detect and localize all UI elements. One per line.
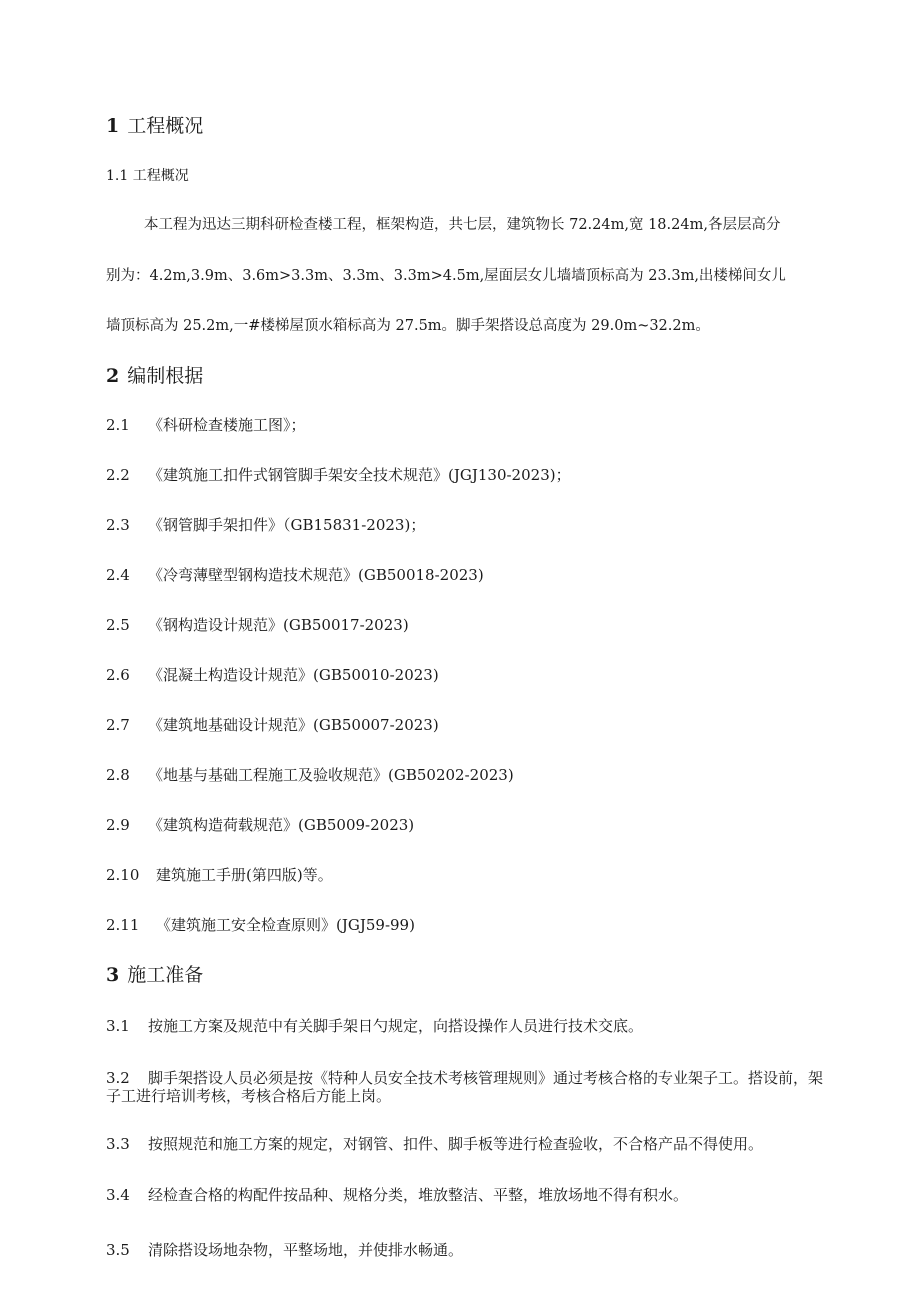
- item-number: 2.10: [106, 866, 140, 884]
- section-3-heading: [106, 963, 826, 987]
- item-number: 3.4: [106, 1186, 130, 1204]
- item-text: 《混凝土构造设计规范》(GB50010-2023): [148, 666, 439, 684]
- item-number: 2.5: [106, 616, 130, 634]
- basis-item: [106, 915, 826, 935]
- section-title: 编制根据: [127, 365, 204, 387]
- basis-item: [106, 515, 826, 535]
- subsection-1-1-heading: [106, 166, 826, 186]
- preparation-item: [106, 1185, 826, 1205]
- preparation-item: [106, 1016, 826, 1036]
- item-number: 2.9: [106, 816, 130, 834]
- item-number: 3.1: [106, 1017, 130, 1035]
- item-number: 2.2: [106, 466, 130, 484]
- preparation-item: [106, 1134, 826, 1154]
- item-text: 《科研检查楼施工图》；: [148, 416, 306, 434]
- item-number: 2.6: [106, 666, 130, 684]
- item-text: 《地基与基础工程施工及验收规范》(GB50202-2023): [148, 766, 514, 784]
- item-number: 2.8: [106, 766, 130, 784]
- basis-item: [106, 815, 826, 835]
- basis-item: [106, 715, 826, 735]
- item-text: 建筑施工手册(第四版)等。: [156, 866, 333, 884]
- subsection-title: 工程概况: [132, 168, 189, 184]
- item-text: 《冷弯薄壁型钢构造技术规范》(GB50018-2023): [148, 566, 484, 584]
- item-number: 3.3: [106, 1135, 130, 1153]
- item-text: 《建筑地基础设计规范》(GB50007-2023): [148, 716, 439, 734]
- section-title: 施工准备: [127, 964, 204, 986]
- preparation-item: [106, 1240, 826, 1260]
- overview-paragraph-line-3: 墙顶标高为 25.2m,一#楼梯屋顶水箱标高为 27.5m。脚手架搭设总高度为 29.0m~32.2m。: [106, 318, 710, 334]
- item-number: 3.5: [106, 1241, 130, 1259]
- item-number: 2.4: [106, 566, 130, 584]
- basis-item: [106, 865, 826, 885]
- section-2-heading: [106, 364, 826, 388]
- item-number: 2.1: [106, 416, 130, 434]
- section-title: 工程概况: [127, 115, 204, 137]
- overview-paragraph-line-2: 别为：4.2m,3.9m、3.6m>3.3m、3.3m、3.3m>4.5m,屋面层女儿墙墙顶标高为 23.3m,出楼梯间女儿: [106, 268, 786, 284]
- subsection-number: 1.1: [106, 168, 129, 184]
- item-text: 《建筑施工安全检查原则》(JGJ59-99): [156, 916, 415, 934]
- section-1-heading: [106, 114, 826, 138]
- item-text: 按施工方案及规范中有关脚手架日勺规定，向搭设操作人员进行技术交底。: [148, 1017, 644, 1035]
- overview-paragraph-line-1: 本工程为迅达三期科研检查楼工程，框架构造，共七层，建筑物长 72.24m,宽 18.24m,各层层高分: [144, 217, 781, 233]
- basis-item: [106, 415, 826, 435]
- section-number: 3: [106, 964, 120, 986]
- item-text: 《钢管脚手架扣件》（GB15831-2023)；: [148, 516, 426, 534]
- item-number: 3.2: [106, 1069, 130, 1087]
- basis-item: [106, 565, 826, 585]
- item-text: 清除搭设场地杂物，平整场地，并使排水畅通。: [148, 1241, 464, 1259]
- item-number: 2.3: [106, 516, 130, 534]
- item-text: 《钢构造设计规范》(GB50017-2023): [148, 616, 409, 634]
- item-number: 2.11: [106, 916, 140, 934]
- section-number: 1: [106, 115, 120, 137]
- item-text: 《建筑施工扣件式钢管脚手架安全技术规范》(JGJ130-2023)；: [148, 466, 571, 484]
- item-text: 按照规范和施工方案的规定，对钢管、扣件、脚手板等进行检查验收，不合格产品不得使用。: [148, 1135, 764, 1153]
- preparation-item: [106, 1069, 831, 1105]
- item-text: 《建筑构造荷载规范》(GB5009-2023): [148, 816, 415, 834]
- section-number: 2: [106, 365, 120, 387]
- item-text: 经检查合格的构配件按品种、规格分类，堆放整洁、平整，堆放场地不得有积水。: [148, 1186, 689, 1204]
- basis-item: [106, 615, 826, 635]
- item-number: 2.7: [106, 716, 130, 734]
- basis-item: [106, 765, 826, 785]
- item-text: 脚手架搭设人员必须是按《特种人员安全技术考核管理规则》通过考核合格的专业架子工。搭设前，架子工进行培训考核，考核合格后方能上岗。: [106, 1069, 824, 1105]
- basis-item: [106, 465, 826, 485]
- basis-item: [106, 665, 826, 685]
